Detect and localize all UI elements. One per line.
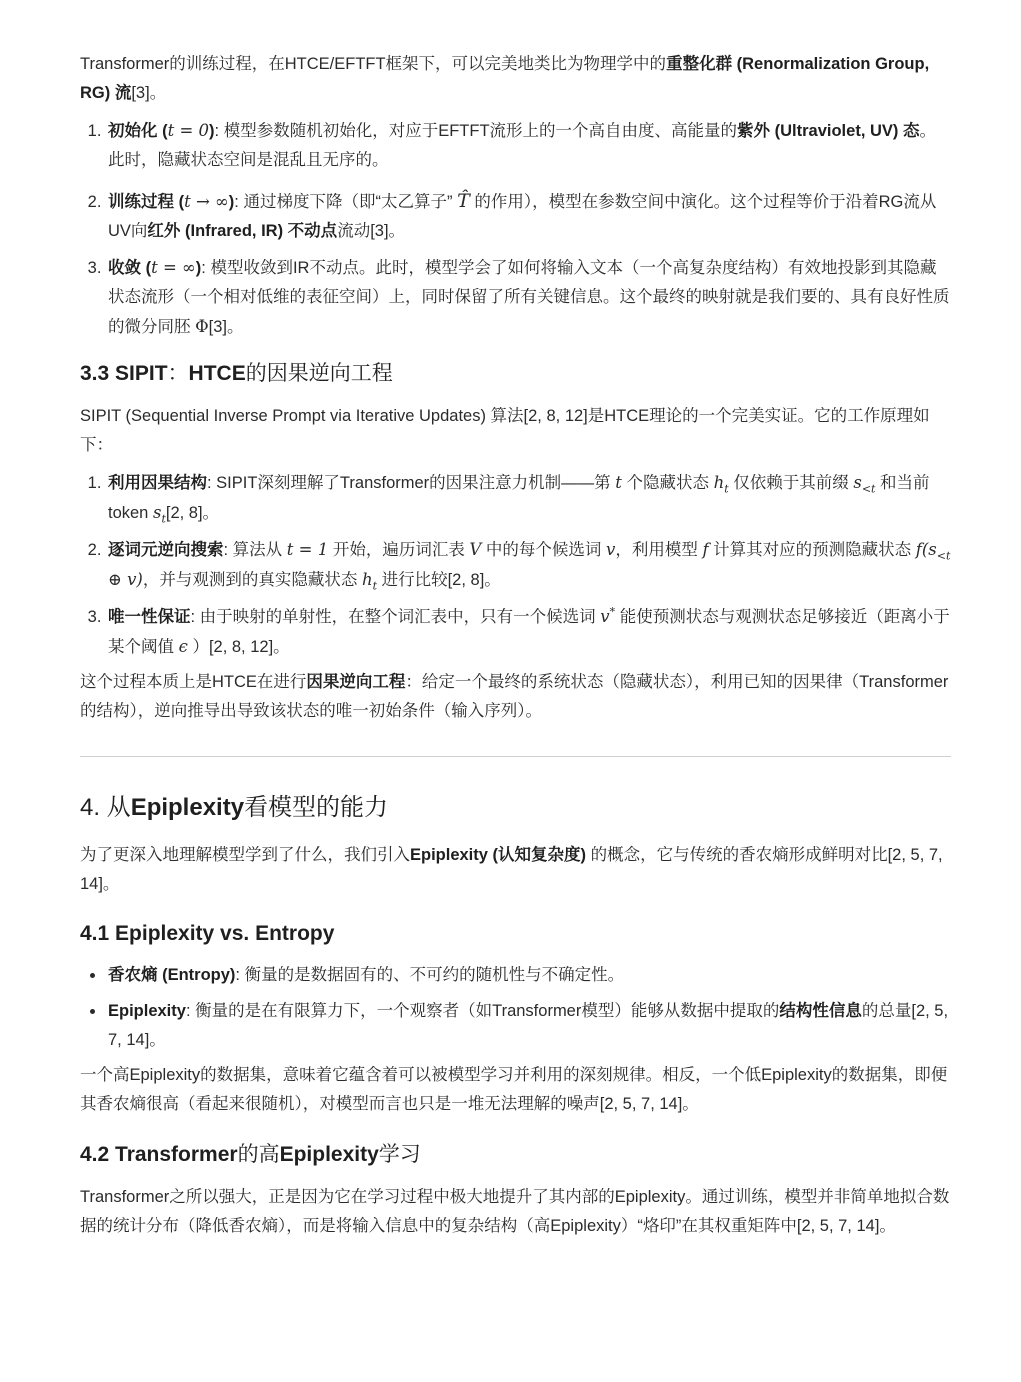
- math: t = 0: [167, 121, 210, 140]
- text: ，并与观测到的真实隐藏状态: [142, 571, 358, 589]
- bold-term: 因果逆向工程: [306, 673, 406, 691]
- heading-text: 的高: [237, 1143, 280, 1166]
- text: 仅依赖于其前缀: [733, 474, 849, 492]
- rg-flow-list: [80, 116, 951, 342]
- list-item: [106, 253, 951, 342]
- list-item: [106, 997, 951, 1055]
- text: 中的每个候选词: [485, 541, 602, 559]
- math: ϵ: [178, 637, 188, 656]
- heading-bold: 4.1 Epiplexity vs. Entropy: [80, 922, 335, 945]
- list-item: [106, 116, 951, 175]
- paragraph: 一个高Epiplexity的数据集，意味着它蕴含着可以被模型学习并利用的深刻规律。相反，一个低Epiplexity的数据集，即便其香农熵很高（看起来很随机），对模型而言也只是一堆无法理解的噪声[2, 5, 7, 14]。: [80, 1066, 948, 1113]
- text: 为了更深入地理解模型学到了什么，我们引入: [80, 846, 410, 864]
- bold-term: Epiplexity (认知复杂度): [410, 846, 587, 864]
- text: : 衡量的是在有限算力下，一个观察者（如Transformer模型）能够从数据中提取的: [185, 1002, 780, 1020]
- math: Φ: [195, 317, 209, 336]
- heading-bold: HTCE: [188, 362, 246, 385]
- heading-text: 学习: [378, 1143, 421, 1166]
- math: T̂: [457, 190, 470, 212]
- paragraph: Transformer之所以强大，正是因为它在学习过程中极大地提升了其内部的Epiplexity。通过训练，模型并非简单地拟合数据的统计分布（降低香农熵），而是将输入信息中的复杂结构（高Epiplexity）“烙印”在其权重矩阵中[2, 5, 7, 14]。: [80, 1188, 950, 1235]
- text: 的概念，它与传统的香农熵形成鲜明对比[2, 5, 7, 14]。: [80, 846, 943, 893]
- text: 。此时，隐藏状态空间是混乱且无序的。: [108, 122, 936, 169]
- text: : 算法从: [223, 541, 283, 559]
- math-sub: <t: [936, 549, 951, 563]
- text: 和当前token: [108, 474, 930, 522]
- math: t → ∞: [184, 192, 229, 211]
- heading-text: 4. 从: [80, 794, 131, 821]
- text: 开始，遍历词汇表: [332, 541, 465, 559]
- bold-term: ): [209, 122, 215, 140]
- text: : SIPIT深刻理解了Transformer的因果注意力机制——第: [207, 474, 611, 492]
- section-heading-3-3: [80, 359, 951, 389]
- math-sub: t: [161, 512, 166, 526]
- bold-term: ): [195, 259, 202, 277]
- math-sub: <t: [861, 482, 876, 496]
- text: 个隐藏状态: [626, 474, 709, 492]
- bold-term: 训练过程 (: [108, 193, 185, 211]
- text: 能使预测状态与观测状态足够接近（距离小于某个阈值: [108, 608, 950, 656]
- text: [2, 8]。: [165, 504, 220, 522]
- list-item: [106, 602, 951, 662]
- math: t: [615, 473, 622, 492]
- text: ）[2, 8, 12]。: [192, 638, 290, 656]
- math: [853, 473, 876, 496]
- heading-text: 看模型的能力: [244, 794, 389, 821]
- bold-term: 逐词元逆向搜索: [108, 541, 224, 559]
- paragraph: [80, 668, 951, 726]
- math-symbol: s: [152, 503, 162, 522]
- entropy-list: [80, 961, 951, 1055]
- math-sub: t: [724, 482, 729, 496]
- text: 的作用），模型在参数空间中演化。这个过程等价于沿着RG流从UV向: [108, 193, 937, 240]
- math: f: [702, 540, 709, 559]
- text: : 衡量的是数据固有的、不可约的随机性与不确定性。: [235, 966, 625, 984]
- heading-bold: Epiplexity: [130, 794, 245, 821]
- math-symbol: f(s: [915, 540, 937, 559]
- math-sup: *: [609, 605, 616, 619]
- text: Transformer的训练过程，在HTCE/EFTFT框架下，可以完美地类比为物理学中的: [80, 55, 667, 73]
- heading-bold: Epiplexity: [279, 1143, 379, 1166]
- paragraph: [80, 841, 951, 899]
- section-heading-4-2: [80, 1140, 951, 1170]
- text: 计算其对应的预测隐藏状态: [713, 541, 912, 559]
- math-symbol: h: [713, 473, 725, 492]
- math: [713, 473, 729, 496]
- bold-term: 香农熵 (Entropy): [108, 966, 236, 984]
- bold-term: 利用因果结构: [108, 474, 207, 492]
- text: 进行比较[2, 8]。: [381, 571, 501, 589]
- text: ，利用模型: [615, 541, 698, 559]
- text: : 通过梯度下降（即“太乙算子”: [234, 193, 453, 211]
- bold-term: 结构性信息: [779, 1002, 862, 1020]
- math: [152, 503, 166, 526]
- section-heading-4: [80, 791, 951, 825]
- bold-term: 紫外 (Ultraviolet, UV) 态: [737, 122, 920, 140]
- text: : 模型收敛到IR不动点。此时，模型学会了如何将输入文本（一个高复杂度结构）有效地投影到其隐藏状态流形（一个相对低维的表征空间）上，同时保留了所有关键信息。这个最终的映射就是我们要的、具有良好性质的微分同胚: [108, 259, 950, 336]
- text: 流动[3]。: [337, 222, 406, 240]
- bold-term: 初始化 (: [108, 122, 168, 140]
- bold-term: 红外 (Infrared, IR) 不动点: [147, 222, 338, 240]
- text: ：给定一个最终的系统状态（隐藏状态），利用已知的因果律（Transformer的结构），逆向推导出导致该状态的唯一初始条件（输入序列）。: [80, 673, 949, 720]
- section-heading-4-1: [80, 919, 951, 949]
- heading-bold: 4.2 Transformer: [80, 1143, 238, 1166]
- bold-term: 重整化群 (Renormalization Group, RG) 流: [80, 55, 930, 102]
- text: 这个过程本质上是HTCE在进行: [80, 673, 307, 691]
- bold-term: ): [228, 193, 235, 211]
- math-symbol: h: [361, 570, 373, 589]
- paragraph: SIPIT (Sequential Inverse Prompt via Iterative Updates) 算法[2, 8, 12]是HTCE理论的一个完美实证。它的工作原理如下：: [80, 407, 930, 454]
- math-symbol: v: [600, 607, 610, 626]
- bold-term: 唯一性保证: [108, 608, 191, 626]
- sipit-list: [80, 468, 951, 662]
- math-symbol: s: [853, 473, 862, 492]
- text: : 模型参数随机初始化，对应于EFTFT流形上的一个高自由度、高能量的: [214, 122, 738, 140]
- text: : 由于映射的单射性，在整个词汇表中，只有一个候选词: [190, 608, 596, 626]
- bold-term: 收敛 (: [108, 259, 152, 277]
- math: v: [606, 540, 616, 559]
- math-symbol: ⊕ v): [108, 570, 143, 589]
- text: [3]。: [208, 318, 244, 336]
- math: t = 1: [286, 540, 329, 559]
- math: V: [469, 540, 482, 559]
- text: 的总量[2, 5, 7, 14]。: [108, 1002, 949, 1049]
- text: [3]。: [131, 84, 167, 102]
- math: t = ∞: [151, 258, 196, 277]
- math: [600, 607, 615, 626]
- heading-bold: 3.3 SIPIT: [80, 362, 168, 385]
- heading-text: 的因果逆向工程: [245, 362, 393, 385]
- intro-paragraph: [80, 50, 951, 108]
- math-sub: t: [372, 579, 377, 593]
- list-item: [106, 961, 951, 990]
- list-item: [106, 535, 951, 595]
- heading-text: ：: [167, 362, 189, 385]
- bold-term: Epiplexity: [108, 1002, 186, 1020]
- list-item: [106, 187, 951, 246]
- list-item: [106, 468, 951, 528]
- math: [361, 570, 377, 593]
